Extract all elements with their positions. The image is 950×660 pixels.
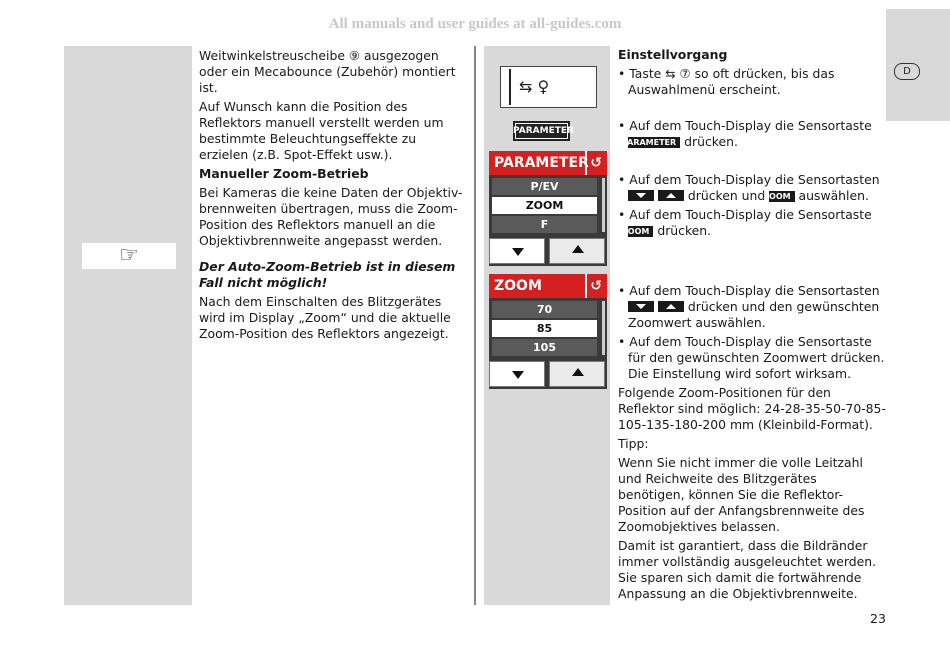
zoom-row-selected: 85 bbox=[492, 320, 597, 337]
bullet-text: drücken und bbox=[687, 188, 766, 203]
bullet-item: • Auf dem Touch-Display die Sensortaste ZOOM drücken. bbox=[618, 207, 872, 238]
parameter-screen bbox=[489, 151, 607, 266]
paragraph: Bei Kameras die keine Daten der Objektiv-brennweiten übertragen, muss die Zoom-Position des Reflektors manuell an die Objektivbrennweite angepasst werden. bbox=[199, 185, 463, 248]
mode-button-illustration bbox=[500, 66, 597, 108]
parameter-key-label: PARAMETER bbox=[628, 137, 680, 148]
bullet-item: • Auf dem Touch-Display die Sensortaste PARAMETER drücken. bbox=[618, 118, 872, 149]
arrow-up-button bbox=[549, 238, 605, 264]
screen-header bbox=[489, 274, 607, 298]
column-divider bbox=[474, 46, 476, 605]
zoom-screen bbox=[489, 274, 607, 389]
language-badge: D bbox=[894, 63, 920, 80]
bullet-item: • Auf dem Touch-Display die Sensortasten drücken und ZOOM auswählen. bbox=[618, 172, 880, 203]
bullet-text: drücken und den gewünschten Zoomwert auswählen. bbox=[628, 299, 880, 330]
note-text: Der Auto-Zoom-Betrieb ist in diesem Fall nicht möglich! bbox=[199, 259, 456, 290]
screen-header bbox=[489, 151, 607, 175]
paragraph: Auf Wunsch kann die Position des Reflektors manuell verstellt werden um bestimmte Beleuchtungseffekte zu erzielen (z.B. Spot-Effekt usw.). bbox=[199, 99, 444, 162]
zoom-key-label: ZOOM bbox=[769, 191, 794, 202]
bullet-text: drücken. bbox=[657, 223, 712, 238]
bullet-item: • Taste ⇆ ⑦ so oft drücken, bis das Auswahlmenü erscheint. bbox=[618, 66, 835, 97]
bullet-item: • Auf dem Touch-Display die Sensortaste für den gewünschten Zoomwert drücken. Die Einstellung wird sofort wirksam. bbox=[618, 334, 885, 381]
scrollbar bbox=[602, 301, 605, 355]
bullet-text: Auf dem Touch-Display die Sensortaste bbox=[629, 118, 872, 133]
screen-title: ZOOM bbox=[494, 278, 542, 294]
bullet-text: Auf dem Touch-Display die Sensortaste für den gewünschten Zoomwert drücken. Die Einstellung wird sofort wirksam. bbox=[628, 334, 885, 381]
arrow-down-button bbox=[489, 238, 545, 264]
parameter-key-illustration: PARAMETER bbox=[513, 121, 570, 141]
arrow-up-key-icon bbox=[658, 301, 684, 312]
zoom-key-label: ZOOM bbox=[628, 226, 653, 237]
arrow-up-button bbox=[549, 361, 605, 387]
arrow-up-key-icon bbox=[658, 190, 684, 201]
section-heading: Einstellvorgang bbox=[618, 47, 728, 62]
right-column bbox=[618, 47, 886, 605]
menu-row-selected: ZOOM bbox=[492, 197, 597, 214]
bullet-text: Auf dem Touch-Display die Sensortaste bbox=[629, 207, 872, 222]
paragraph: Wenn Sie nicht immer die volle Leitzahl und Reichweite des Blitzgerätes benötigen, können Sie die Reflektor-Position auf der Anfangsbrennweite des Zoomobjektives belassen. bbox=[618, 455, 865, 534]
paragraph: Weitwinkelstreuscheibe ⑨ ausgezogen oder ein Mecabounce (Zubehör) montiert ist. bbox=[199, 48, 456, 95]
scrollbar bbox=[602, 178, 605, 232]
bullet-item: • Auf dem Touch-Display die Sensortasten drücken und den gewünschten Zoomwert auswählen. bbox=[618, 283, 880, 330]
back-icon: ↺ bbox=[585, 274, 602, 298]
page-number: 23 bbox=[870, 611, 886, 626]
back-icon: ↺ bbox=[585, 151, 602, 175]
left-margin-bar bbox=[64, 46, 192, 605]
bullet-text: Auf dem Touch-Display die Sensortasten bbox=[629, 172, 880, 187]
button-edge bbox=[509, 69, 511, 105]
menu-row: P/EV bbox=[492, 178, 597, 195]
zoom-row: 105 bbox=[492, 339, 597, 356]
bullet-text: Taste ⇆ ⑦ so oft drücken, bis das Auswahlmenü erscheint. bbox=[628, 66, 835, 97]
arrow-up-icon bbox=[572, 245, 584, 253]
section-heading: Manueller Zoom-Betrieb bbox=[199, 166, 369, 181]
arrow-down-icon bbox=[512, 371, 524, 379]
arrow-down-icon bbox=[512, 248, 524, 256]
menu-row: F bbox=[492, 216, 597, 233]
arrow-down-key-icon bbox=[628, 301, 654, 312]
watermark: All manuals and user guides at all-guides.com bbox=[328, 16, 622, 32]
zoom-row: 70 bbox=[492, 301, 597, 318]
arrow-down-button bbox=[489, 361, 545, 387]
screen-title: PARAMETER bbox=[494, 155, 589, 171]
left-column bbox=[199, 48, 467, 345]
bullet-text: auswählen. bbox=[798, 188, 869, 203]
pointing-hand-icon: ☞ bbox=[82, 243, 176, 269]
paragraph: Folgende Zoom-Positionen für den Reflektor sind möglich: 24-28-35-50-70-85-105-135-180-200 mm (Kleinbild-Format). bbox=[618, 385, 886, 432]
paragraph: Damit ist garantiert, dass die Bildränder immer vollständig ausgeleuchtet werden. Sie sparen sich damit die fortwährende Anpassung an die Objektivbrennweite. bbox=[618, 538, 877, 601]
mode-key-icon: ⇆ ♀ bbox=[519, 77, 550, 96]
arrow-down-key-icon bbox=[628, 190, 654, 201]
paragraph: Nach dem Einschalten des Blitzgerätes wird im Display „Zoom“ und die aktuelle Zoom-Position des Reflektors angezeigt. bbox=[199, 294, 451, 341]
tip-label: Tipp: bbox=[618, 436, 649, 451]
arrow-up-icon bbox=[572, 368, 584, 376]
bullet-text: Auf dem Touch-Display die Sensortasten bbox=[629, 283, 880, 298]
bullet-text: drücken. bbox=[684, 134, 738, 149]
